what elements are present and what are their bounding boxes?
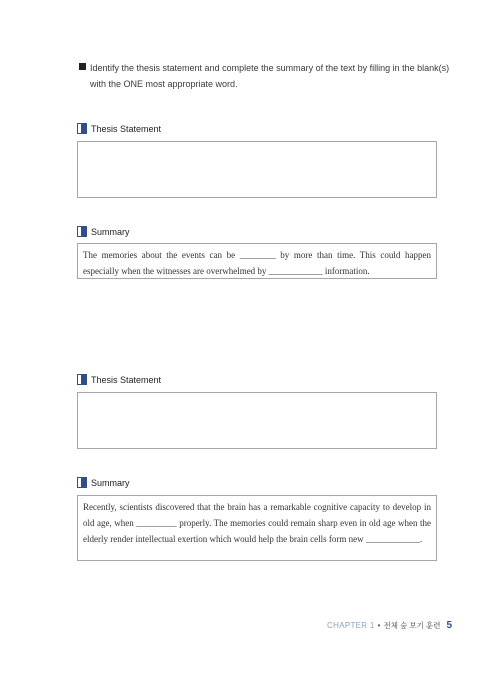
summary-text-1: The memories about the events can be ________ by more than time. This could happen especially when the witnesses are overwhelmed by ____________ information. — [83, 250, 431, 276]
page-footer — [327, 620, 452, 631]
thesis-text-2 — [78, 393, 436, 399]
thesis-heading-1 — [77, 123, 161, 134]
thesis-heading-2 — [77, 374, 161, 385]
summary-box-1 — [77, 243, 437, 279]
summary-text-2: Recently, scientists discovered that the brain has a remarkable cognitive capacity to develop in old age, when _________ properly. The memories could remain sharp even in old age when the elderly render intellectual exertion which would help the brain cells form new ____________. — [83, 502, 431, 544]
thesis-label: Thesis Statement — [91, 123, 162, 134]
instruction-text: Identify the thesis statement and complete the summary of the text by filling in the blank(s) with the ONE most appropriate word. — [90, 63, 450, 89]
thesis-box-1[interactable] — [77, 141, 437, 198]
footer-separator: • — [377, 621, 381, 630]
chapter-label: CHAPTER 1 — [327, 621, 375, 630]
book-icon — [77, 123, 87, 134]
square-bullet-icon — [79, 63, 86, 70]
book-icon — [77, 374, 87, 385]
summary-box-2 — [77, 495, 437, 561]
summary-label: Summary — [91, 477, 130, 488]
summary-label: Summary — [91, 226, 130, 237]
page-number: 5 — [446, 620, 452, 631]
book-icon — [77, 226, 87, 237]
book-icon — [77, 477, 87, 488]
thesis-box-2[interactable] — [77, 392, 437, 449]
thesis-label: Thesis Statement — [91, 374, 162, 385]
thesis-text-1 — [78, 142, 436, 148]
summary-heading-1 — [77, 226, 130, 237]
chapter-title: 전체 숲 보기 훈련 — [383, 621, 441, 630]
instruction — [79, 60, 459, 92]
summary-heading-2 — [77, 477, 130, 488]
